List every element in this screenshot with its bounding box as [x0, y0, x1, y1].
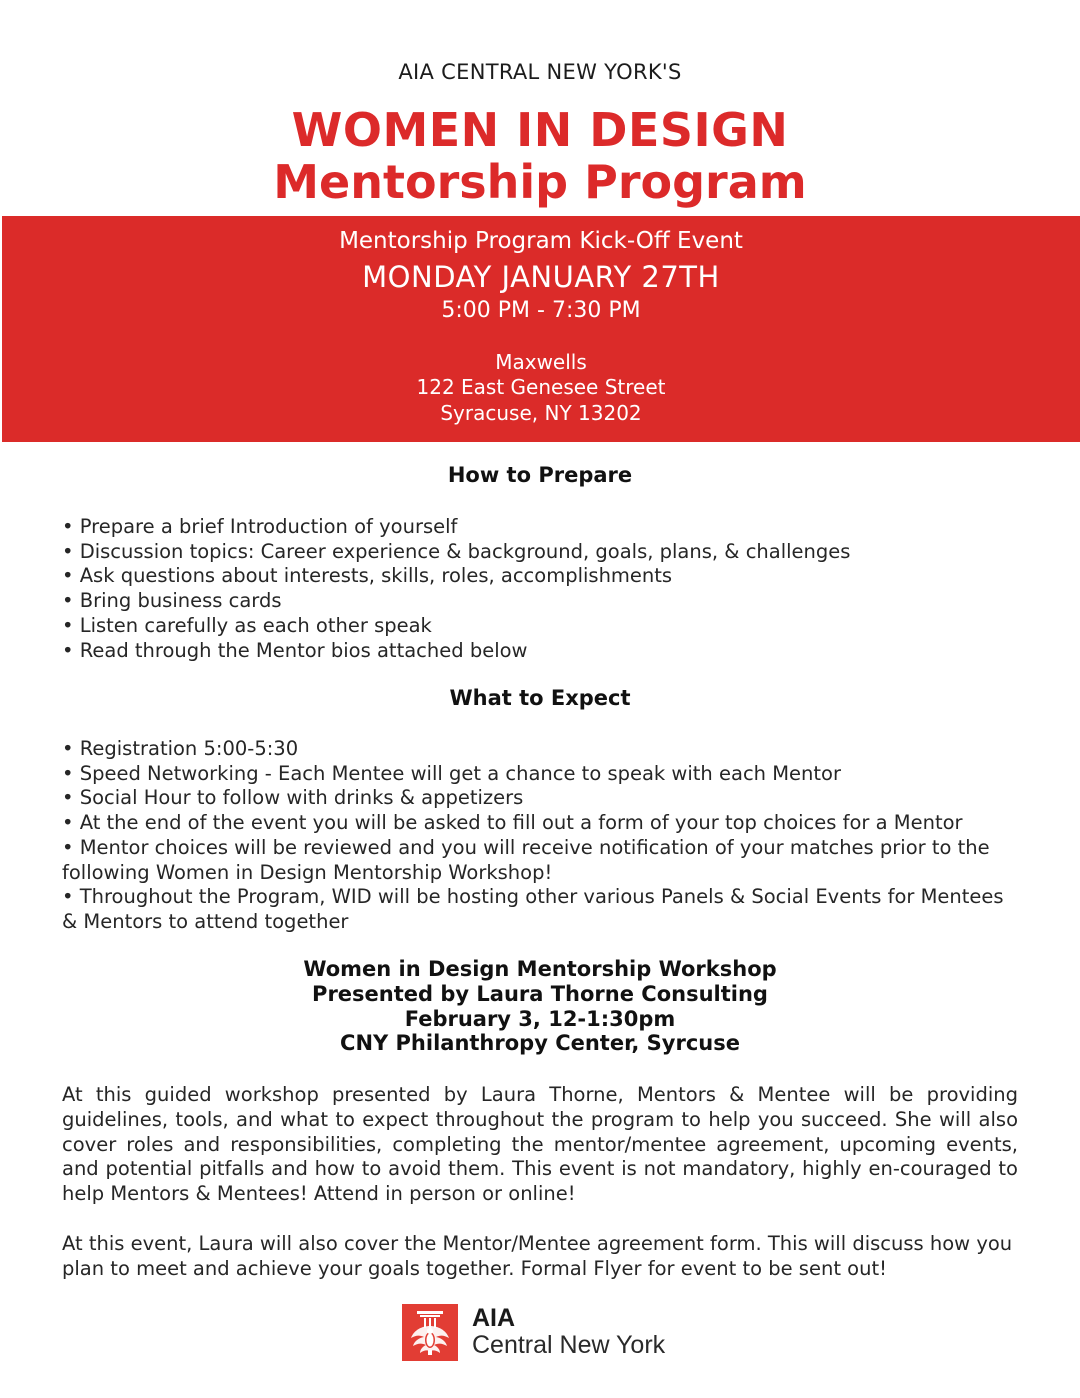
workshop-title: Women in Design Mentorship Workshop — [303, 957, 777, 981]
list-item: • Social Hour to follow with drinks & appetizers — [62, 786, 524, 810]
program-subtitle: Mentorship Program — [273, 155, 807, 209]
workshop-location: CNY Philanthropy Center, Syrcuse — [340, 1031, 740, 1056]
event-address: 122 East Genesee Street — [416, 375, 666, 399]
list-item: • At the end of the event you will be asked to fill out a form of your top choices for a Mentor — [62, 811, 963, 835]
expect-list — [62, 737, 1020, 935]
event-banner — [2, 216, 1080, 442]
event-name: Mentorship Program Kick-Off Event — [339, 228, 743, 254]
list-item: • Speed Networking - Each Mentee will get a chance to speak with each Mentor — [62, 761, 841, 785]
list-item: • Bring business cards — [62, 589, 282, 613]
agreement-note: At this event, Laura will also cover the Mentor/Mentee agreement form. This will discuss how you plan to meet and achieve your goals together. Formal Flyer for event to be sent out! — [62, 1232, 1013, 1280]
workshop-date: February 3, 12-1:30pm — [404, 1006, 676, 1031]
program-title: WOMEN IN DESIGN — [291, 103, 789, 157]
list-item: • Listen carefully as each other speak — [62, 613, 432, 637]
list-item: • Read through the Mentor bios attached below — [62, 638, 528, 662]
event-city: Syracuse, NY 13202 — [440, 401, 642, 425]
event-date: MONDAY JANUARY 27TH — [362, 260, 720, 294]
workshop-description: At this guided workshop presented by Laura Thorne, Mentors & Mentee will be providing guidelines, tools, and what to expect throughout the program to help you succeed. She will also cover roles and responsibilities, completing the mentor/mentee agreement, upcoming events, and potential pitfalls and how to avoid them. This event is not mandatory, highly en-couraged to help Mentors & Mentees! Attend in person or online! — [62, 1083, 1018, 1206]
aia-eagle-column-icon — [402, 1304, 458, 1361]
list-item: • Prepare a brief Introduction of yourself — [62, 515, 458, 538]
prepare-heading: How to Prepare — [447, 463, 633, 487]
prepare-list — [62, 515, 1042, 663]
list-item: • Mentor choices will be reviewed and you will receive notification of your matches prior to the following Women in Design Mentorship Workshop! — [62, 835, 990, 884]
list-item: • Registration 5:00-5:30 — [62, 737, 299, 760]
workshop-block — [0, 957, 1080, 1056]
workshop-presenter: Presented by Laura Thorne Consulting — [312, 981, 768, 1006]
logo-region: Central New York — [472, 1331, 666, 1359]
org-kicker: AIA CENTRAL NEW YORK'S — [398, 60, 682, 84]
list-item: • Throughout the Program, WID will be hosting other various Panels & Social Events for Mentees & Mentors to attend together — [62, 885, 1004, 933]
event-time: 5:00 PM - 7:30 PM — [441, 298, 641, 323]
list-item: • Discussion topics: Career experience & background, goals, plans, & challenges — [62, 539, 851, 563]
list-item: • Ask questions about interests, skills, roles, accomplishments — [62, 564, 673, 588]
logo-wordmark — [472, 1305, 665, 1359]
aia-logo — [402, 1303, 665, 1361]
event-venue: Maxwells — [495, 350, 587, 374]
expect-heading: What to Expect — [449, 686, 631, 710]
logo-org: AIA — [472, 1304, 516, 1332]
